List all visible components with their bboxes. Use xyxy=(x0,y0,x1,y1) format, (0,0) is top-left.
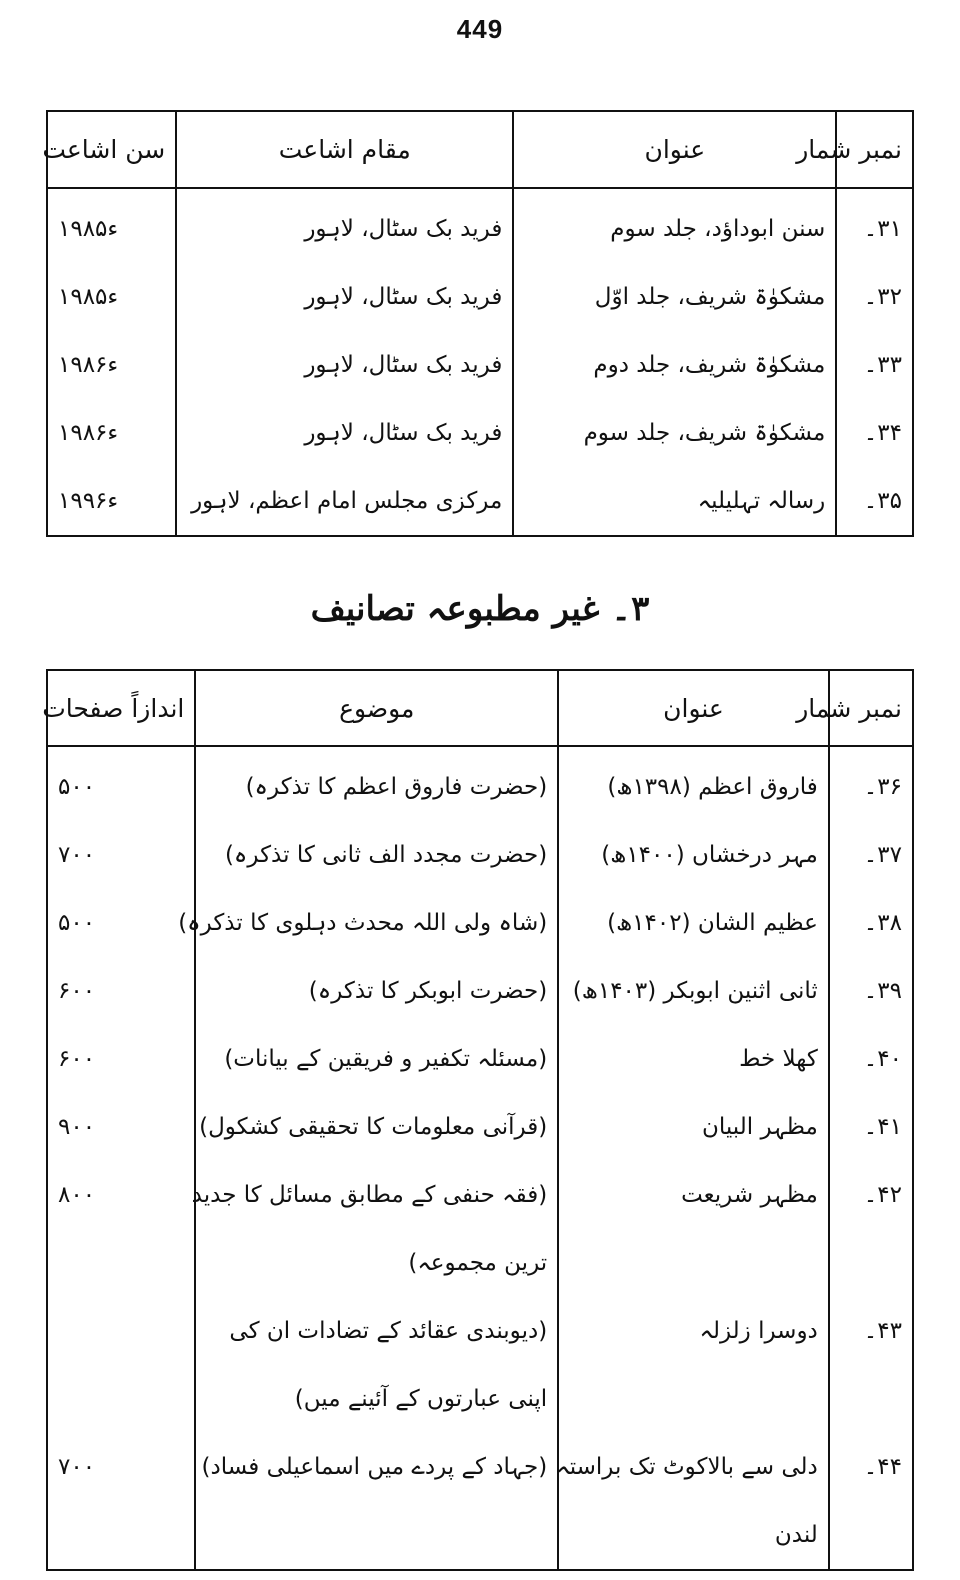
row-number: ۳۸۔ xyxy=(829,889,913,957)
row-topic: (فقہ حنفی کے مطابق مسائل کا جدید xyxy=(195,1161,558,1229)
row-year: ۱۹۸۵ء xyxy=(47,195,176,263)
table-row xyxy=(47,263,913,331)
row-title: فاروق اعظم (۱۳۹۸ھ) xyxy=(558,753,829,821)
row-topic: (دیوبندی عقائد کے تضادات ان کی xyxy=(195,1297,558,1365)
row-topic: (جہاد کے پردے میں اسماعیلی فساد) xyxy=(195,1433,558,1501)
row-topic: (شاہ ولی اللہ محدث دہلوی کا تذکرہ) xyxy=(195,889,558,957)
table-header-row xyxy=(47,111,913,188)
row-number: ۳۳۔ xyxy=(836,331,913,399)
unpublished-works-table xyxy=(42,669,914,1571)
row-title: دلی سے بالاکوٹ تک براستہ xyxy=(558,1433,829,1501)
row-year: ۱۹۸۵ء xyxy=(47,263,176,331)
row-number: ۳۶۔ xyxy=(829,753,913,821)
row-pages: ۹۰۰ xyxy=(47,1093,195,1161)
row-topic: (مسئلہ تکفیر و فریقین کے بیانات) xyxy=(195,1025,558,1093)
table-row-continuation xyxy=(47,1229,913,1297)
row-title: مظہر شریعت xyxy=(558,1161,829,1229)
row-number: ۳۱۔ xyxy=(836,195,913,263)
table-header-row xyxy=(47,670,913,746)
table-row xyxy=(47,467,913,536)
table-row-continuation xyxy=(47,1365,913,1433)
table-row xyxy=(47,331,913,399)
row-pages: ۸۰۰ xyxy=(47,1161,195,1229)
header-title: عنوان xyxy=(513,111,836,188)
header-number: نمبر شمار xyxy=(836,111,913,188)
row-place: فرید بک سٹال، لاہور xyxy=(176,195,513,263)
row-topic: (قرآنی معلومات کا تحقیقی کشکول) xyxy=(195,1093,558,1161)
row-number: ۴۱۔ xyxy=(829,1093,913,1161)
row-topic-continuation: اپنی عبارتوں کے آئینے میں) xyxy=(195,1365,558,1433)
row-title: مشکوٰۃ شریف، جلد دوم xyxy=(513,331,836,399)
row-title: دوسرا زلزلہ xyxy=(558,1297,829,1365)
row-place: مرکزی مجلس امام اعظم، لاہور xyxy=(176,467,513,536)
header-place: مقام اشاعت xyxy=(176,111,513,188)
row-place: فرید بک سٹال، لاہور xyxy=(176,399,513,467)
table-row xyxy=(47,1297,913,1365)
row-topic-continuation: ترین مجموعہ) xyxy=(195,1229,558,1297)
row-title: مہر درخشاں (۱۴۰۰ھ) xyxy=(558,821,829,889)
row-title: مشکوٰۃ شریف، جلد سوم xyxy=(513,399,836,467)
row-year: ۱۹۹۶ء xyxy=(47,467,176,536)
row-number: ۳۷۔ xyxy=(829,821,913,889)
table-row xyxy=(47,399,913,467)
table-row-continuation xyxy=(47,1501,913,1570)
header-number: نمبر شمار xyxy=(829,670,913,746)
row-title: سنن ابوداؤد، جلد سوم xyxy=(513,195,836,263)
header-title: عنوان xyxy=(558,670,829,746)
row-pages xyxy=(47,1297,195,1365)
header-topic: موضوع xyxy=(195,670,558,746)
row-pages: ۵۰۰ xyxy=(47,753,195,821)
row-number: ۴۰۔ xyxy=(829,1025,913,1093)
row-number: ۳۵۔ xyxy=(836,467,913,536)
table-row xyxy=(47,821,913,889)
table-row xyxy=(47,1161,913,1229)
table-row xyxy=(47,1433,913,1501)
row-title: عظیم الشان (۱۴۰۲ھ) xyxy=(558,889,829,957)
row-number: ۳۲۔ xyxy=(836,263,913,331)
table-row xyxy=(47,1025,913,1093)
table-row xyxy=(47,957,913,1025)
row-number: ۳۴۔ xyxy=(836,399,913,467)
row-number: ۳۹۔ xyxy=(829,957,913,1025)
row-place: فرید بک سٹال، لاہور xyxy=(176,263,513,331)
row-topic: (حضرت مجدد الف ثانی کا تذکرہ) xyxy=(195,821,558,889)
row-pages: ۷۰۰ xyxy=(47,821,195,889)
row-pages: ۵۰۰ xyxy=(47,889,195,957)
row-year: ۱۹۸۶ء xyxy=(47,399,176,467)
row-title: مشکوٰۃ شریف، جلد اوّل xyxy=(513,263,836,331)
row-number: ۴۴۔ xyxy=(829,1433,913,1501)
section-heading: ۳۔ غیر مطبوعہ تصانیف xyxy=(310,589,650,629)
row-title: مظہر البیان xyxy=(558,1093,829,1161)
row-year: ۱۹۸۶ء xyxy=(47,331,176,399)
table-row xyxy=(47,1093,913,1161)
row-title-continuation: لندن xyxy=(558,1501,829,1570)
row-pages: ۷۰۰ xyxy=(47,1433,195,1501)
row-number: ۴۳۔ xyxy=(829,1297,913,1365)
header-year: سن اشاعت xyxy=(47,111,176,188)
row-topic: (حضرت فاروق اعظم کا تذکرہ) xyxy=(195,753,558,821)
table-row xyxy=(47,753,913,821)
row-title: رسالہ تہلیلیہ xyxy=(513,467,836,536)
row-pages: ۶۰۰ xyxy=(47,957,195,1025)
published-works-table xyxy=(42,110,914,537)
row-title: کھلا خط xyxy=(558,1025,829,1093)
row-title: ثانی اثنین ابوبکر (۱۴۰۳ھ) xyxy=(558,957,829,1025)
row-topic: (حضرت ابوبکر کا تذکرہ) xyxy=(195,957,558,1025)
table-row xyxy=(47,195,913,263)
row-place: فرید بک سٹال، لاہور xyxy=(176,331,513,399)
table-row xyxy=(47,889,913,957)
row-pages: ۶۰۰ xyxy=(47,1025,195,1093)
page-number: 449 xyxy=(456,14,504,44)
row-number: ۴۲۔ xyxy=(829,1161,913,1229)
header-pages: اندازاً صفحات xyxy=(47,670,195,746)
